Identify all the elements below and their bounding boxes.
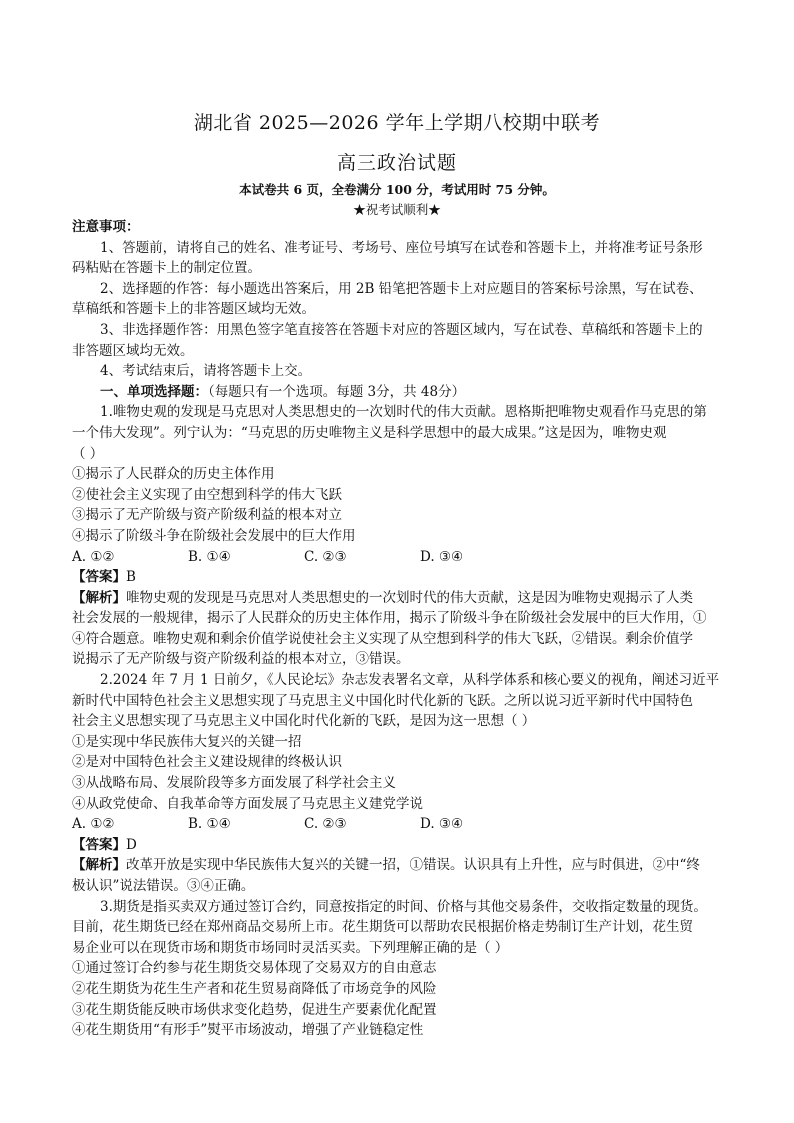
q2-item: ②是对中国特色社会主义建设规律的终极认识 bbox=[72, 754, 342, 771]
q1-answer-line bbox=[72, 567, 724, 588]
q2-stem-line: 新时代中国特色社会主义思想实现了马克思主义中国化时代化新的飞跃。之所以说习近平新时代中国特色 bbox=[72, 692, 693, 709]
q1-option-b: B. ①④ bbox=[188, 548, 231, 565]
q2-stem-line: 社会主义思想实现了马克思主义中国化时代化新的飞跃，是因为这一思想（ ） bbox=[72, 713, 536, 730]
q2-options bbox=[72, 814, 724, 835]
notice-line: 码粘贴在答题卡上的制定位置。 bbox=[72, 260, 261, 277]
q3-stem-line: 目前，花生期货已经在郑州商品交易所上市。花生期货可以帮助农民根据价格走势制订生产计划，花生贸 bbox=[72, 919, 693, 936]
section-heading: 一、单项选择题： bbox=[100, 383, 208, 400]
q3-item: ④花生期货用“有形手”熨平市场波动，增强了产业链稳定性 bbox=[72, 1022, 424, 1039]
q2-item: ①是实现中华民族伟大复兴的关键一招 bbox=[72, 733, 302, 750]
section-heading-line bbox=[72, 382, 724, 403]
q2-stem-line: 2.2024 年 7 月 1 日前夕，《人民论坛》杂志发表署名文章，从科学体系和核心要义的视角，阐述习近平 bbox=[100, 672, 720, 689]
answer-tag: 【答案】 bbox=[72, 836, 126, 853]
answer-tag: 【答案】 bbox=[72, 569, 126, 586]
q2-option-c: C. ②③ bbox=[304, 816, 347, 833]
q3-item: ③花生期货能反映市场供求变化趋势，促进生产要素优化配置 bbox=[72, 1001, 437, 1018]
notice-line: 1、答题前，请将自己的姓名、准考证号、考场号、座位号填写在试卷和答题卡上，并将准考证号条形 bbox=[100, 239, 703, 256]
q1-stem-line: （ ） bbox=[72, 445, 104, 462]
q1-stem-line: 一个伟大发现”。列宁认为：“马克思的历史唯物主义是科学思想中的最大成果。”这是因为，唯物史观 bbox=[72, 424, 667, 441]
notice-line: 3、非选择题作答：用黑色签字笔直接答在答题卡对应的答题区域内，写在试卷、草稿纸和答题卡上的 bbox=[100, 321, 703, 338]
q2-answer-line bbox=[72, 835, 724, 856]
q1-option-a: A. ①② bbox=[72, 548, 115, 565]
exam-subtitle: 高三政治试题 bbox=[336, 152, 457, 174]
q3-stem-line: 易企业可以在现货市场和期货市场同时灵活买卖。下列理解正确的是（ ） bbox=[72, 939, 509, 956]
exam-title: 湖北省 2025—2026 学年上学期八校期中联考 bbox=[193, 112, 601, 134]
q1-analysis-line bbox=[72, 588, 724, 609]
q3-item: ②花生期货为花生生产者和花生贸易商降低了市场竞争的风险 bbox=[72, 980, 437, 997]
q1-analysis-line: 说揭示了无产阶级与资产阶级利益的根本对立，③错误。 bbox=[72, 651, 410, 668]
q1-option-c: C. ②③ bbox=[304, 548, 347, 565]
q1-item: ①揭示了人民群众的历史主体作用 bbox=[72, 466, 275, 483]
q1-analysis-line: ④符合题意。唯物史观和剩余价值学说使社会主义实现了从空想到科学的伟大飞跃，②错误。剩余价值学 bbox=[72, 630, 693, 647]
notice-line: 2、选择题的作答：每小题选出答案后，用 2B 铅笔把答题卡上对应题目的答案标号涂黑，写在试卷、 bbox=[100, 280, 703, 297]
q1-stem-line: 1.唯物史观的发现是马克思对人类思想史的一次划时代的伟大贡献。恩格斯把唯物史观看作马克思的第 bbox=[100, 404, 707, 421]
q1-option-d: D. ③④ bbox=[420, 548, 464, 565]
q3-stem-line: 3.期货是指买卖双方通过签订合约，同意按指定的时间、价格与其他交易条件，交收指定数量的现货。 bbox=[100, 898, 707, 915]
q1-item: ②使社会主义实现了由空想到科学的伟大飞跃 bbox=[72, 486, 342, 503]
exam-info: 本试卷共 6 页，全卷满分 100 分，考试用时 75 分钟。 bbox=[239, 182, 555, 197]
q2-analysis-line bbox=[72, 855, 724, 876]
q1-analysis-line: 社会发展的一般规律，揭示了人民群众的历史主体作用，揭示了阶级斗争在阶级社会发展中的巨大作用，① bbox=[72, 610, 707, 627]
q3-item: ①通过签订合约参与花生期货交易体现了交易双方的自由意志 bbox=[72, 960, 437, 977]
notice-heading: 注意事项： bbox=[72, 219, 140, 235]
q1-analysis-text: 唯物史观的发现是马克思对人类思想史的一次划时代的伟大贡献，这是因为唯物史观揭示了人类 bbox=[126, 589, 693, 606]
q2-item: ③从战略布局、发展阶段等多方面发展了科学社会主义 bbox=[72, 775, 396, 792]
q2-analysis-line: 极认识”说法错误。③④正确。 bbox=[72, 878, 255, 894]
exam-wish: ★祝考试顺利★ bbox=[353, 202, 441, 217]
notice-line: 非答题区域均无效。 bbox=[72, 342, 194, 359]
exam-body bbox=[72, 217, 724, 1041]
notice-line: 4、考试结束后，请将答题卡上交。 bbox=[100, 363, 312, 380]
analysis-tag: 【解析】 bbox=[72, 589, 126, 606]
q1-options bbox=[72, 547, 724, 568]
q1-item: ④揭示了阶级斗争在阶级社会发展中的巨大作用 bbox=[72, 527, 356, 544]
q2-answer: D bbox=[126, 836, 137, 853]
q2-analysis-text: 改革开放是实现中华民族伟大复兴的关键一招，①错误。认识具有上升性，应与时俱进，②中“终 bbox=[126, 857, 700, 874]
analysis-tag: 【解析】 bbox=[72, 857, 126, 874]
notice-line: 草稿纸和答题卡上的非答题区域均无效。 bbox=[72, 301, 315, 318]
q1-item: ③揭示了无产阶级与资产阶级利益的根本对立 bbox=[72, 507, 342, 524]
q2-item: ④从政党使命、自我革命等方面发展了马克思主义建党学说 bbox=[72, 795, 423, 812]
q2-option-a: A. ①② bbox=[72, 816, 115, 833]
q1-answer: B bbox=[126, 569, 136, 586]
q2-option-b: B. ①④ bbox=[188, 816, 231, 833]
section-note: （每题只有一个选项。每题 3分，共 48分） bbox=[208, 383, 466, 400]
q2-option-d: D. ③④ bbox=[420, 816, 464, 833]
